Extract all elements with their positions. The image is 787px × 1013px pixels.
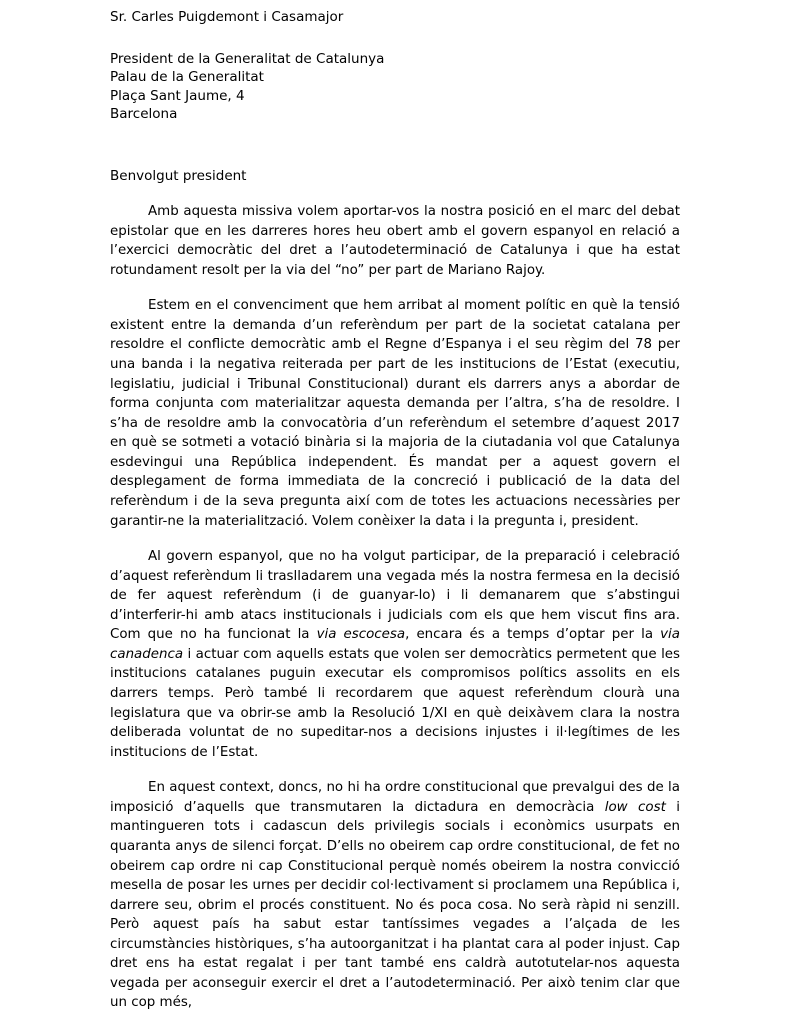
recipient-name: Sr. Carles Puigdemont i Casamajor <box>110 9 344 25</box>
letter-content <box>110 0 680 1013</box>
recipient-address <box>110 50 680 125</box>
emphasis: via escocesa <box>316 627 406 643</box>
emphasis: via canadenca <box>110 627 680 662</box>
emphasis: low cost <box>604 799 666 815</box>
address-line: Plaça Sant Jaume, 4 <box>110 87 245 104</box>
body-paragraph: Estem en el convenciment que hem arribat al moment polític en què la tensió existent entre la demanda d’un referèndum per part de la societat catalana per resoldre el conflicte democràtic amb el Regne d’Espanya i el seu règim del 78 per una banda i la negativa reiterada per part de les institucions de l’Estat (executiu, legislatiu, judicial i Tribunal Constitucional) durant els darrers anys a abordar de forma conjunta com materialitzar aquesta demanda per l’altra, s’ha de resoldre. I s’ha de resoldre amb la convocatòria d’un referèndum el setembre d’aquest 2017 en què se sotmeti a votació binària si la majoria de la ciutadania vol que Catalunya esdevingui una República independent. És mandat per a aquest govern el desplegament de forma immediata de la concreció i publicació de la data del referèndum i de la seva pregunta així com de totes les actuacions necessàries per garantir-ne la materialització. Volem conèixer la data i la pregunta i, president. <box>110 298 680 529</box>
body-paragraph: Al govern espanyol, que no ha volgut participar, de la preparació i celebració d’aquest referèndum li traslladarem una vegada més la nostra fermesa en la decisió de fer aquest referèndum (i de guanyar-lo) i li demanarem que s’abstingui d’interferir-hi amb atacs institucionals i judicials com els que hem viscut fins ara. Com que no ha funcionat la via escocesa, encara és a temps d’optar per la via canadenca i actuar com aquells estats que volen ser democràtics permetent que les institucions catalanes puguin executar els compromisos polítics assolits en els darrers temps. Però també li recordarem que aquest referèndum clourà una legislatura que va obrir-se amb la Resolució 1/XI en què deixàvem clara la nostra deliberada voluntat de no supeditar-nos a decisions injustes i il·legítimes de les institucions de l’Estat. <box>110 549 680 760</box>
body-paragraph: En aquest context, doncs, no hi ha ordre constitucional que prevalgui des de la imposició d’aquells que transmutaren la dictadura en democràcia low cost i mantingueren tots i cadascun dels privilegis socials i econòmics usurpats en quaranta anys de silenci forçat. D’ells no obeirem cap ordre constitucional, de fet no obeirem cap ordre ni cap Constitucional perquè només obeirem la nostra convicció mesella de posar les urnes per decidir col·lectivament si proclamem una República i, darrere seu, obrim el procés constituent. No és poca cosa. No serà ràpid ni senzill. Però aquest país ha sabut estar tantíssimes vegades a l’alçada de les circumstàncies històriques, s’ha autoorganitzat i ha plantat cara al poder injust. Cap dret ens ha estat regalat i per tant també ens caldrà autotutelar-nos aquesta vegada per aconseguir exercir el dret a l’autodeterminació. Per això tenim clar que un cop més, <box>110 780 680 1011</box>
body-paragraph: Amb aquesta missiva volem aportar-vos la nostra posició en el marc del debat epistolar que en les darreres hores heu obert amb el govern espanyol en relació a l’exercici democràtic del dret a l’autodeterminació de Catalunya i que ha estat rotundament resolt per la via del “no” per part de Mariano Rajoy. <box>110 204 680 278</box>
salutation: Benvolgut president <box>110 168 247 185</box>
address-line: Palau de la Generalitat <box>110 69 264 86</box>
address-line: Barcelona <box>110 106 178 123</box>
address-line: President de la Generalitat de Catalunya <box>110 50 385 67</box>
